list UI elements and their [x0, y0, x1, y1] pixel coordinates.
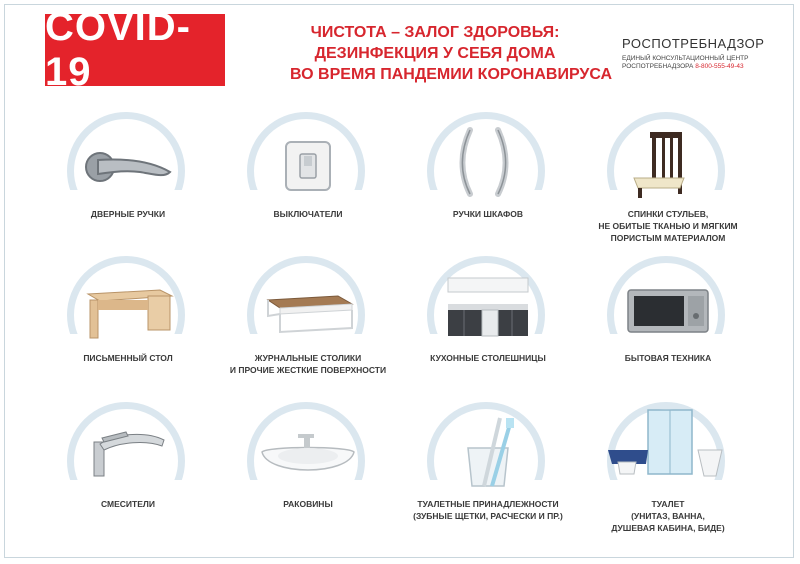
agency-sub-line-2-text: РОСПОТРЕБНАДЗОРА [622, 63, 694, 70]
item-door-handles [48, 112, 208, 252]
agency-sub-line-1: ЕДИНЫЙ КОНСУЛЬТАЦИОННЫЙ ЦЕНТР [622, 55, 749, 62]
bathroom-icon [588, 402, 748, 512]
faucet-icon [48, 402, 208, 512]
agency-block [622, 36, 782, 71]
sink-icon [228, 402, 388, 512]
toothbrush-icon [408, 402, 568, 512]
kitchen-icon [408, 256, 568, 366]
poster-title [290, 22, 613, 85]
item-sinks [228, 402, 388, 542]
hotline-phone: 8-800-555-49-43 [695, 63, 744, 70]
item-toiletries [408, 402, 568, 542]
item-label: СМЕСИТЕЛИ [101, 499, 155, 509]
item-label: РАКОВИНЫ [283, 499, 333, 509]
item-label: ДВЕРНЫЕ РУЧКИ [90, 209, 166, 219]
item-kitchen-counters [408, 256, 568, 396]
item-chair-backs [588, 112, 748, 252]
item-label: ЖУРНАЛЬНЫЕ СТОЛИКИ И ПРОЧИЕ ЖЕСТКИЕ ПОВЕРХНОСТИ [229, 353, 387, 375]
desk-icon [48, 256, 208, 366]
coffee-table-icon [228, 256, 388, 366]
badge-text: COVID-19 [45, 5, 191, 94]
door-handle-icon [48, 112, 208, 222]
title-line-2: ДЕЗИНФЕКЦИЯ У СЕБЯ ДОМА [314, 45, 556, 62]
item-cabinet-handles [408, 112, 568, 252]
cabinet-handle-icon [408, 112, 568, 222]
item-label: ВЫКЛЮЧАТЕЛИ [273, 209, 343, 219]
item-label: ТУАЛЕТНЫЕ ПРИНАДЛЕЖНОСТИ (ЗУБНЫЕ ЩЕТКИ, РАСЧЕСКИ И ПР.) [413, 499, 563, 521]
item-appliances [588, 256, 748, 396]
item-toilet [588, 402, 748, 542]
item-faucets [48, 402, 208, 542]
covid-badge [45, 5, 225, 94]
microwave-icon [588, 256, 748, 366]
agency-subtitle [622, 55, 782, 71]
title-line-1: ЧИСТОТА – ЗАЛОГ ЗДОРОВЬЯ: [310, 24, 560, 41]
item-switches [228, 112, 388, 252]
item-label: КУХОННЫЕ СТОЛЕШНИЦЫ [430, 353, 546, 363]
title-line-3: ВО ВРЕМЯ ПАНДЕМИИ КОРОНАВИРУСА [290, 66, 613, 83]
item-desk [48, 256, 208, 396]
item-label: ПИСЬМЕННЫЙ СТОЛ [83, 353, 173, 363]
item-coffee-tables [228, 256, 388, 396]
item-label: ТУАЛЕТ (УНИТАЗ, ВАННА, ДУШЕВАЯ КАБИНА, БИДЕ) [611, 499, 725, 533]
agency-name: РОСПОТРЕБНАДЗОР [622, 36, 765, 51]
agency-sub-line-2 [622, 63, 782, 71]
item-label: БЫТОВАЯ ТЕХНИКА [624, 353, 712, 363]
chair-icon [588, 112, 748, 222]
item-label: РУЧКИ ШКАФОВ [452, 209, 524, 219]
light-switch-icon [228, 112, 388, 222]
item-label: СПИНКИ СТУЛЬЕВ, НЕ ОБИТЫЕ ТКАНЬЮ И МЯГКИМ ПОРИСТЫМ МАТЕРИАЛОМ [598, 209, 738, 243]
